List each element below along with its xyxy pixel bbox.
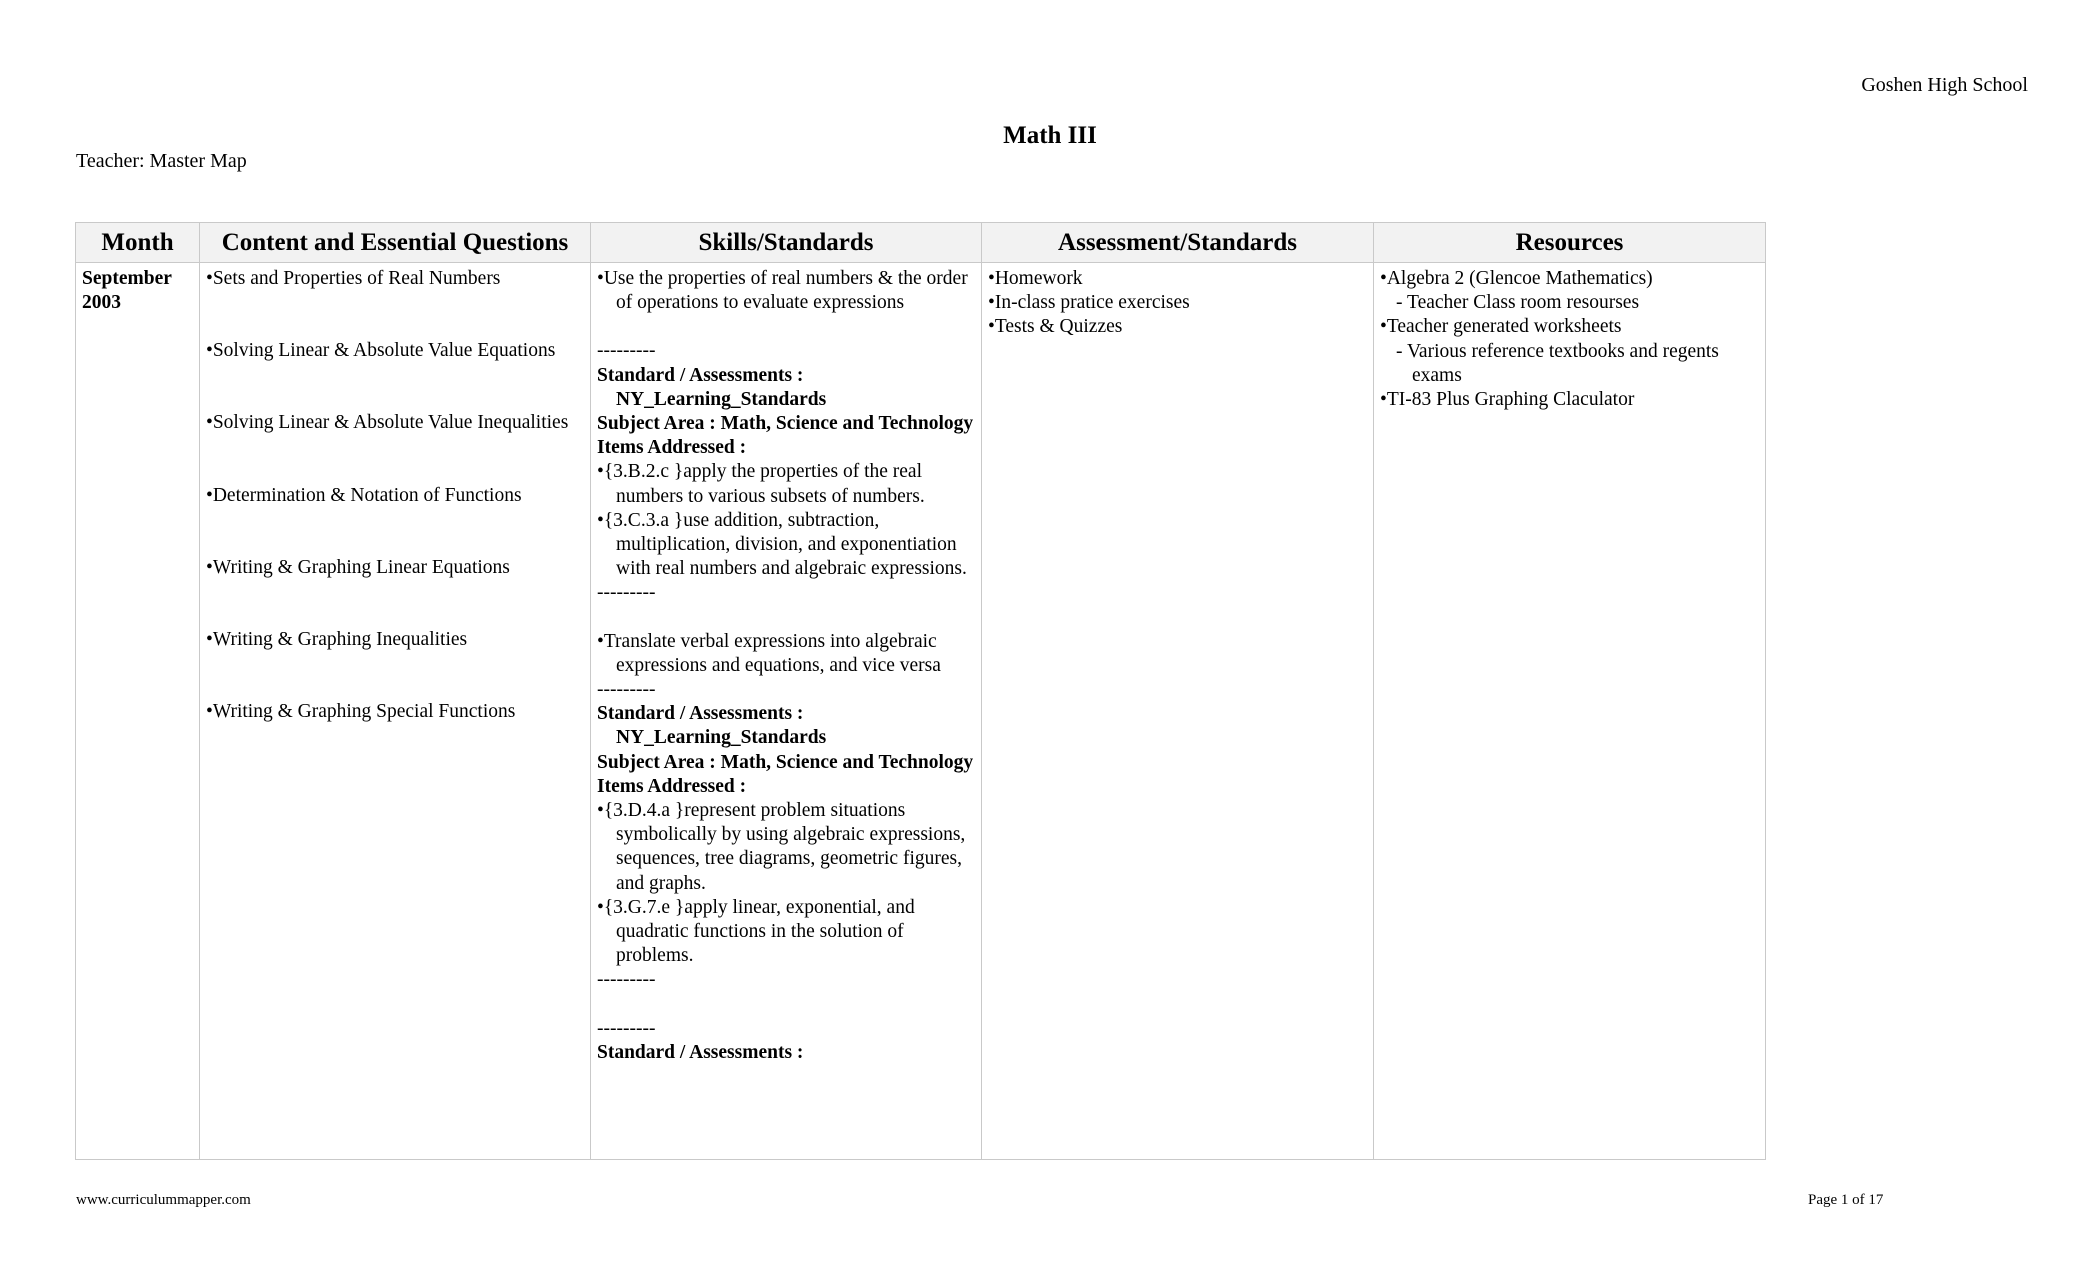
separator: --------- xyxy=(597,340,656,362)
skills-cell xyxy=(591,263,982,1160)
page-title: Math III xyxy=(1003,122,1097,149)
separator: --------- xyxy=(597,1017,656,1039)
skill-item: •Use the properties of real numbers & the order of operations to evaluate expressions xyxy=(597,268,968,314)
subject-area: Subject Area : Math, Science and Technology xyxy=(597,751,974,773)
table-row xyxy=(76,263,1766,1160)
school-name: Goshen High School xyxy=(1861,74,2028,96)
items-addressed-label: Items Addressed : xyxy=(597,437,747,459)
standard-label: Standard / Assessments : xyxy=(597,703,804,725)
footer-site: www.curriculummapper.com xyxy=(76,1192,251,1208)
resource-item: •Algebra 2 (Glencoe Mathematics) xyxy=(1380,268,1653,289)
column-header-assessment: Assessment/Standards xyxy=(982,223,1374,263)
standard-item: •{3.G.7.e }apply linear, exponential, and quadratic functions in the solution of problems. xyxy=(597,896,915,967)
resource-subitem: - Various reference textbooks and regents exams xyxy=(1396,340,1719,386)
assessment-item: •Tests & Quizzes xyxy=(988,316,1123,338)
page-number: Page 1 of 17 xyxy=(1808,1192,1884,1208)
content-item: •Writing & Graphing Inequalities xyxy=(206,629,468,651)
resources-cell xyxy=(1374,263,1766,1160)
standard-item: •{3.D.4.a }represent problem situations symbolically by using algebraic expressions, sequences, tree diagrams, geometric figures, and graphs. xyxy=(597,800,966,894)
column-header-resources: Resources xyxy=(1374,223,1766,263)
content-item: •Determination & Notation of Functions xyxy=(206,484,522,506)
content-item: •Sets and Properties of Real Numbers xyxy=(206,268,501,289)
resource-item: •TI-83 Plus Graphing Claculator xyxy=(1380,389,1635,411)
resource-subitem: - Teacher Class room resourses xyxy=(1396,292,1640,314)
skill-item: •Translate verbal expressions into algebraic expressions and equations, and vice versa xyxy=(597,630,941,676)
subject-area: Subject Area : Math, Science and Technology xyxy=(597,413,974,435)
month-name: September xyxy=(82,268,172,289)
standard-label: Standard / Assessments : xyxy=(597,1041,804,1063)
content-cell xyxy=(200,263,591,1160)
month-year: 2003 xyxy=(82,292,121,314)
separator: --------- xyxy=(597,679,656,701)
teacher-label: Teacher: Master Map xyxy=(76,150,247,172)
standard-item: •{3.B.2.c }apply the properties of the real numbers to various subsets of numbers. xyxy=(597,461,925,507)
content-item: •Solving Linear & Absolute Value Equations xyxy=(206,340,556,362)
assessment-item: •In-class pratice exercises xyxy=(988,292,1190,314)
column-header-content: Content and Essential Questions xyxy=(200,223,591,263)
assessment-item: •Homework xyxy=(988,268,1083,289)
items-addressed-label: Items Addressed : xyxy=(597,775,747,797)
standard-value: NY_Learning_Standards xyxy=(616,388,827,410)
curriculum-table xyxy=(75,222,1766,1160)
column-header-month: Month xyxy=(76,223,200,263)
content-item: •Writing & Graphing Special Functions xyxy=(206,701,516,723)
separator: --------- xyxy=(597,969,656,991)
standard-item: •{3.C.3.a }use addition, subtraction, multiplication, division, and exponentiation with real numbers and algebraic expressions. xyxy=(597,509,967,580)
resource-item: •Teacher generated worksheets xyxy=(1380,316,1622,338)
column-header-skills: Skills/Standards xyxy=(591,223,982,263)
content-item: •Solving Linear & Absolute Value Inequalities xyxy=(206,412,569,434)
table-header-row xyxy=(76,223,1766,263)
month-cell xyxy=(76,263,200,1160)
separator: --------- xyxy=(597,582,656,604)
content-item: •Writing & Graphing Linear Equations xyxy=(206,556,510,578)
assessment-cell xyxy=(982,263,1374,1160)
standard-value: NY_Learning_Standards xyxy=(616,727,827,749)
standard-label: Standard / Assessments : xyxy=(597,364,804,386)
